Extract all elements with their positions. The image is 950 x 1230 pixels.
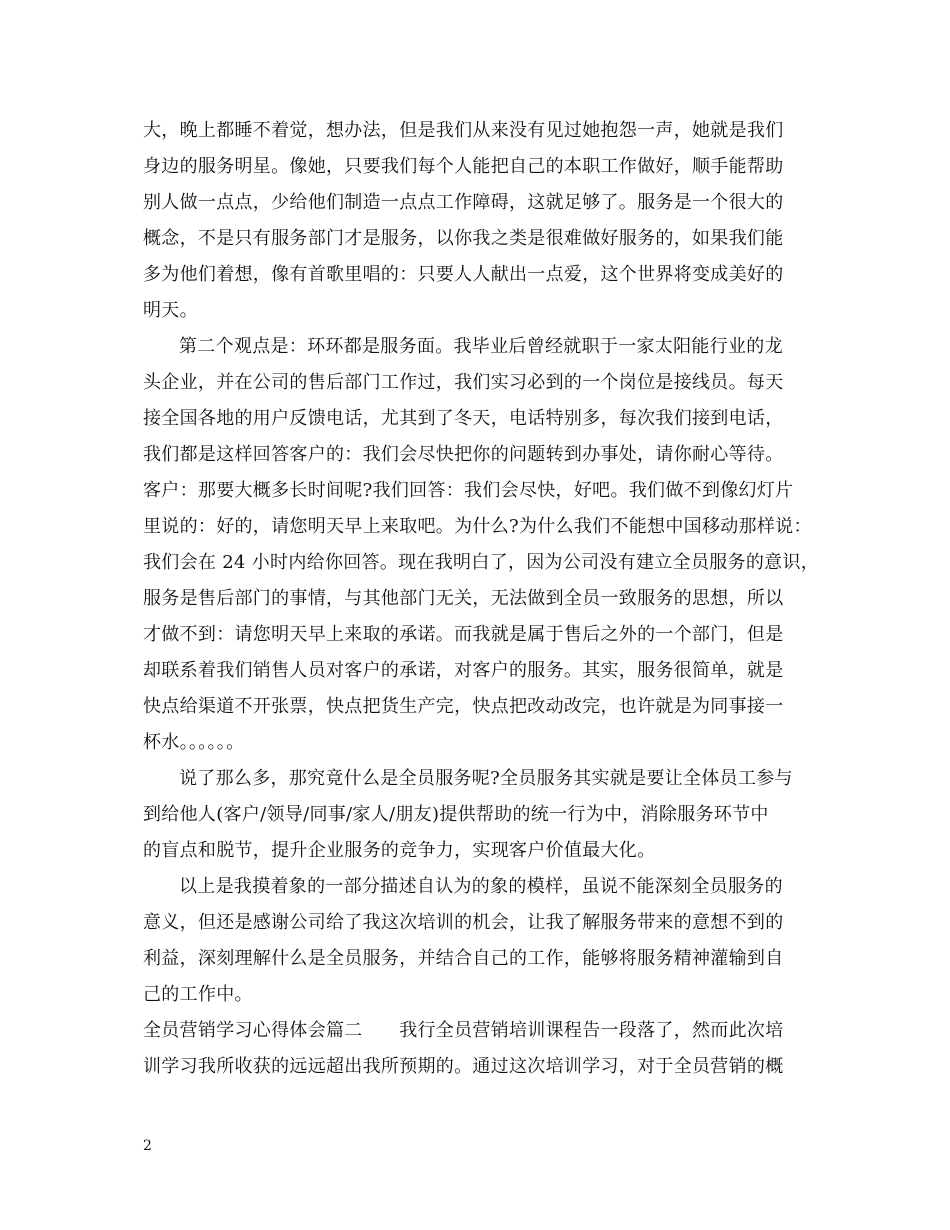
text-line: 多为他们着想，像有首歌里唱的：只要人人献出一点爱，这个世界将变成美好的 bbox=[143, 264, 784, 285]
paragraph-start-line: 第二个观点是：环环都是服务面。我毕业后曾经就职于一家太阳能行业的龙 bbox=[179, 336, 783, 357]
text-line: 己的工作中。 bbox=[143, 984, 253, 1005]
text-line: 接全国各地的用户反馈电话，尤其到了冬天，电话特别多，每次我们接到电话， bbox=[143, 408, 784, 429]
text-line: 明天。 bbox=[143, 300, 198, 321]
paragraph-start-line: 以上是我摸着象的一部分描述自认为的象的模样，虽说不能深刻全员服务的 bbox=[179, 876, 783, 897]
text-line: 我们都是这样回答客户的：我们会尽快把你的问题转到办事处，请你耐心等待。 bbox=[143, 444, 784, 465]
section-heading-line: 全员营销学习心得体会篇二 我行全员营销培训课程告一段落了，然而此次培 bbox=[143, 1020, 784, 1041]
text-line: 服务是售后部门的事情，与其他部门无关，无法做到全员一致服务的思想，所以 bbox=[143, 588, 784, 609]
text-line: 快点给渠道不开张票，快点把货生产完，快点把改动改完，也许就是为同事接一 bbox=[143, 696, 784, 717]
text-line: 才做不到：请您明天早上来取的承诺。而我就是属于售后之外的一个部门，但是 bbox=[143, 624, 784, 645]
text-line: 大，晚上都睡不着觉，想办法，但是我们从来没有见过她抱怨一声，她就是我们 bbox=[143, 120, 784, 141]
text-line: 杯水。。。。。。 bbox=[143, 732, 245, 753]
text-line: 的盲点和脱节，提升企业服务的竞争力，实现客户价值最大化。 bbox=[143, 840, 656, 861]
paragraph-start-line: 说了那么多，那究竟什么是全员服务呢?全员服务其实就是要让全体员工参与 bbox=[179, 768, 793, 789]
text-line: 客户：那要大概多长时间呢?我们回答：我们会尽快，好吧。我们做不到像幻灯片 bbox=[143, 480, 794, 501]
text-line: 头企业，并在公司的售后部门工作过，我们实习必到的一个岗位是接线员。每天 bbox=[143, 372, 784, 393]
text-line: 却联系着我们销售人员对客户的承诺，对客户的服务。其实，服务很简单，就是 bbox=[143, 660, 784, 681]
text-line: 我们会在 24 小时内给你回答。现在我明白了，因为公司没有建立全员服务的意识， bbox=[143, 552, 820, 573]
text-line: 里说的：好的，请您明天早上来取吧。为什么?为什么我们不能想中国移动那样说： bbox=[143, 516, 812, 537]
text-line: 到给他人(客户/领导/同事/家人/朋友)提供帮助的统一行为中，消除服务环节中 bbox=[143, 804, 769, 825]
text-line: 训学习我所收获的远远超出我所预期的。通过这次培训学习，对于全员营销的概 bbox=[143, 1056, 784, 1077]
text-line: 概念，不是只有服务部门才是服务，以你我之类是很难做好服务的，如果我们能 bbox=[143, 228, 784, 249]
text-line: 别人做一点点，少给他们制造一点点工作障碍，这就足够了。服务是一个很大的 bbox=[143, 192, 784, 213]
page-number: 2 bbox=[143, 1138, 152, 1154]
text-line: 身边的服务明星。像她，只要我们每个人能把自己的本职工作做好，顺手能帮助 bbox=[143, 156, 784, 177]
text-line: 利益，深刻理解什么是全员服务，并结合自己的工作，能够将服务精神灌输到自 bbox=[143, 948, 784, 969]
text-line: 意义，但还是感谢公司给了我这次培训的机会，让我了解服务带来的意想不到的 bbox=[143, 912, 784, 933]
